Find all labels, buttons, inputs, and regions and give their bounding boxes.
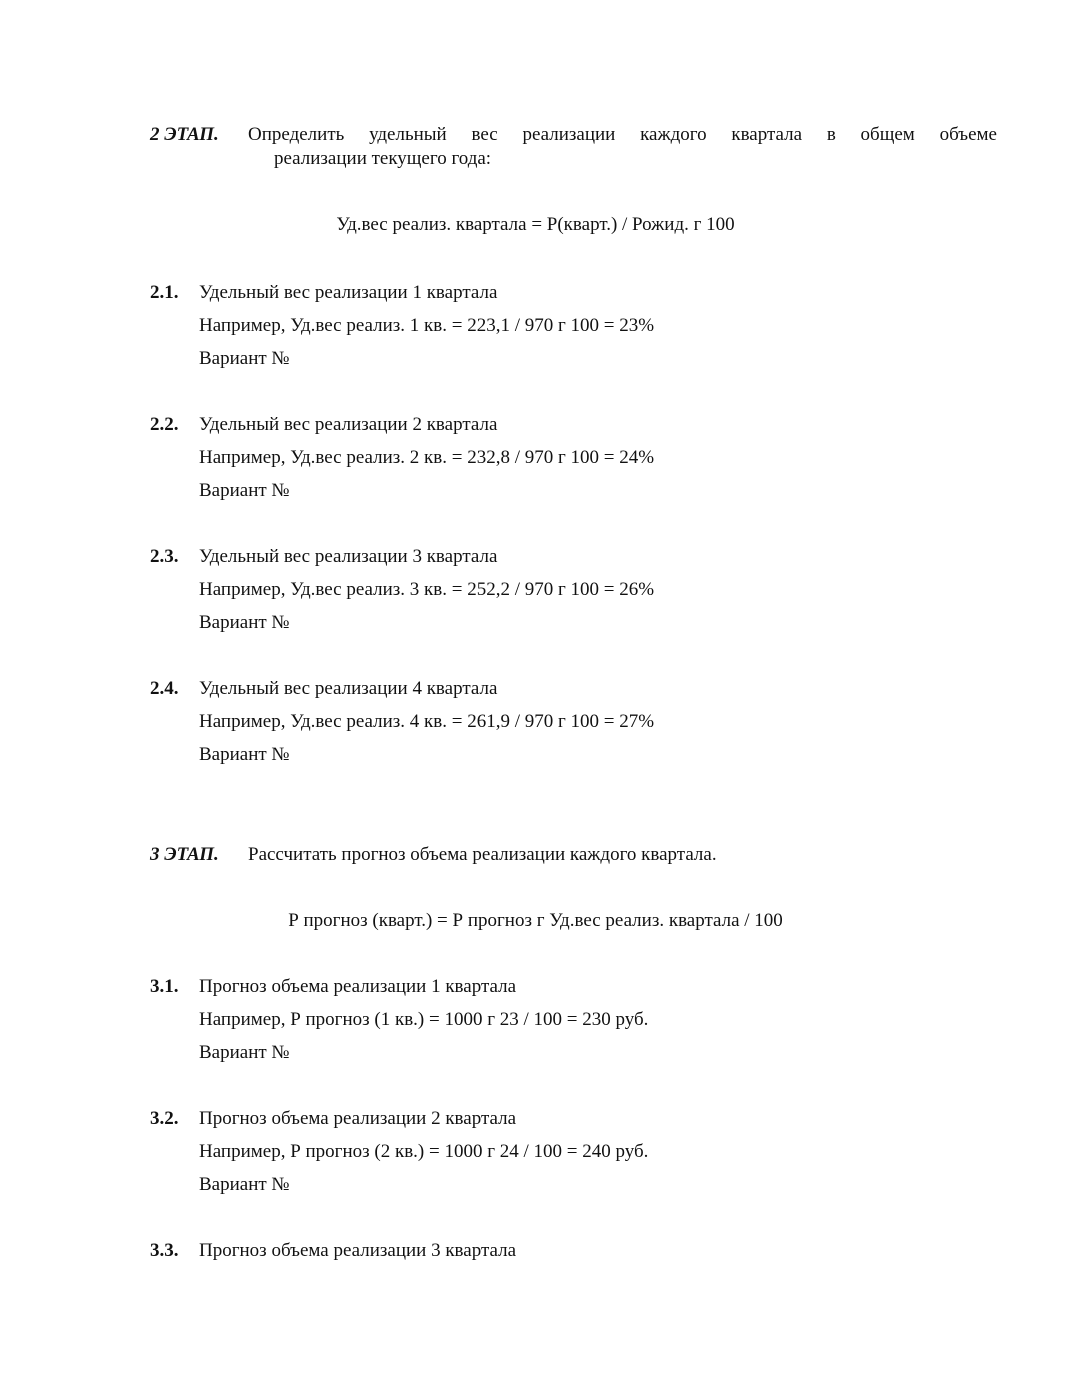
stage-3-text: Рассчитать прогноз объема реализации каждого квартала.: [248, 844, 717, 865]
item-2-2-title: Удельный вес реализации 2 квартала: [199, 414, 498, 435]
item-2-3-variant: Вариант №: [199, 612, 290, 633]
item-2-3-number: 2.3.: [150, 546, 179, 567]
stage-2-label: 2 ЭТАП.: [150, 124, 219, 145]
item-2-1-number: 2.1.: [150, 282, 179, 303]
item-3-2-number: 3.2.: [150, 1108, 179, 1129]
stage-2-text-line2: реализации текущего года:: [274, 148, 492, 169]
item-2-4-variant: Вариант №: [199, 744, 290, 765]
item-2-2-number: 2.2.: [150, 414, 179, 435]
item-2-1-variant: Вариант №: [199, 348, 290, 369]
item-2-3-example: Например, Уд.вес реализ. 3 кв. = 252,2 / 970 г 100 = 26%: [199, 579, 655, 600]
stage-3-formula: Р прогноз (кварт.) = Р прогноз г Уд.вес реализ. квартала / 100: [288, 910, 783, 931]
item-2-1-example: Например, Уд.вес реализ. 1 кв. = 223,1 / 970 г 100 = 23%: [199, 315, 655, 336]
item-3-2-title: Прогноз объема реализации 2 квартала: [199, 1108, 517, 1129]
item-2-2-variant: Вариант №: [199, 480, 290, 501]
item-3-2-variant: Вариант №: [199, 1174, 290, 1195]
item-2-4-example: Например, Уд.вес реализ. 4 кв. = 261,9 / 970 г 100 = 27%: [199, 711, 655, 732]
item-3-1-title: Прогноз объема реализации 1 квартала: [199, 976, 517, 997]
item-2-1-title: Удельный вес реализации 1 квартала: [199, 282, 498, 303]
item-2-4-title: Удельный вес реализации 4 квартала: [199, 678, 498, 699]
item-3-1-number: 3.1.: [150, 976, 179, 997]
item-2-2-example: Например, Уд.вес реализ. 2 кв. = 232,8 / 970 г 100 = 24%: [199, 447, 655, 468]
item-3-3-title: Прогноз объема реализации 3 квартала: [199, 1240, 517, 1261]
item-3-3-number: 3.3.: [150, 1240, 179, 1261]
stage-2-formula: Уд.вес реализ. квартала = Р(кварт.) / Рожид. г 100: [336, 214, 735, 235]
item-3-2-example: Например, Р прогноз (2 кв.) = 1000 г 24 / 100 = 240 руб.: [199, 1141, 649, 1162]
stage-2-text-line1: Определить удельный вес реализации каждого квартала в общем объеме: [248, 124, 997, 145]
item-3-1-variant: Вариант №: [199, 1042, 290, 1063]
item-2-4-number: 2.4.: [150, 678, 179, 699]
item-2-3-title: Удельный вес реализации 3 квартала: [199, 546, 498, 567]
stage-3-label: 3 ЭТАП.: [150, 844, 219, 865]
item-3-1-example: Например, Р прогноз (1 кв.) = 1000 г 23 / 100 = 230 руб.: [199, 1009, 649, 1030]
